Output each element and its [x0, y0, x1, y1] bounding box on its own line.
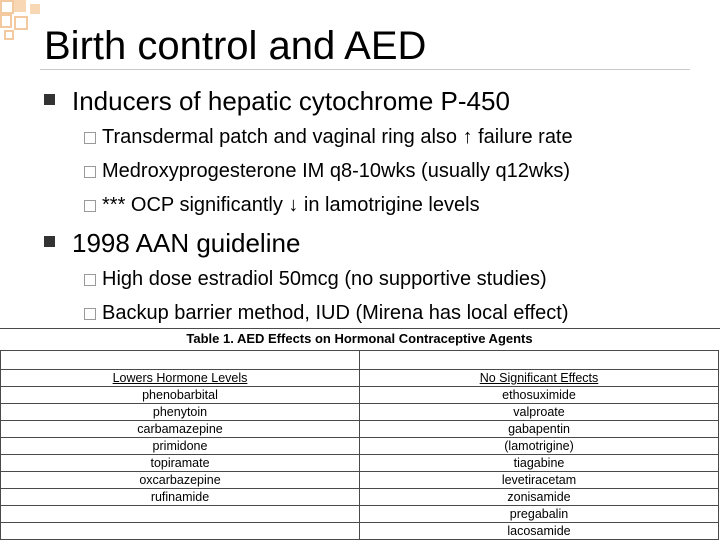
table-caption-row [1, 328, 719, 351]
checkbox-bullet-icon [84, 274, 96, 286]
deco-square [14, 16, 28, 30]
sub-bullet-text: High dose estradiol 50mcg (no supportive studies) [102, 268, 547, 290]
table-row [1, 404, 719, 421]
table-row [1, 455, 719, 472]
bullet-text: Inducers of hepatic cytochrome P-450 [72, 86, 510, 116]
sub-bullet-item [84, 193, 480, 217]
table-row [1, 472, 719, 489]
deco-square [0, 0, 14, 14]
table-cell: carbamazepine [1, 421, 360, 438]
table-cell: phenytoin [1, 404, 360, 421]
sub-bullet-text: Backup barrier method, IUD (Mirena has local effect) [102, 302, 569, 324]
table-cell: lacosamide [360, 523, 719, 540]
checkbox-bullet-icon [84, 132, 96, 144]
sub-bullet-item [84, 301, 569, 325]
bullet-square-icon [44, 94, 55, 105]
aed-effects-table [0, 328, 719, 540]
table-cell: topiramate [1, 455, 360, 472]
table-cell [1, 523, 360, 540]
table-cell: oxcarbazepine [1, 472, 360, 489]
table-row [1, 506, 719, 523]
deco-square [0, 14, 12, 28]
bullet-square-icon [44, 236, 55, 247]
table-row [1, 421, 719, 438]
sub-bullet-text: Transdermal patch and vaginal ring also ↑ failure rate [102, 126, 573, 148]
bullet-text: 1998 AAN guideline [72, 228, 301, 258]
table-cell [1, 506, 360, 523]
table-cell: (lamotrigine) [360, 438, 719, 455]
table-caption: Table 1. AED Effects on Hormonal Contraceptive Agents [186, 331, 533, 346]
title-divider [40, 69, 690, 70]
checkbox-bullet-icon [84, 166, 96, 178]
table-cell: phenobarbital [1, 387, 360, 404]
table-cell: valproate [360, 404, 719, 421]
checkbox-bullet-icon [84, 200, 96, 212]
table-cell [1, 351, 360, 370]
table-row [1, 438, 719, 455]
sub-bullet-text: *** OCP significantly ↓ in lamotrigine levels [102, 194, 480, 216]
deco-square [4, 30, 14, 40]
sub-bullet-item [84, 125, 573, 149]
table-cell: zonisamide [360, 489, 719, 506]
aed-table-figure [0, 328, 720, 540]
table-cell: primidone [1, 438, 360, 455]
table-cell: gabapentin [360, 421, 719, 438]
sub-bullet-text: Medroxyprogesterone IM q8-10wks (usually q12wks) [102, 160, 570, 182]
checkbox-bullet-icon [84, 308, 96, 320]
column-header: No Significant Effects [360, 370, 719, 387]
column-header: Lowers Hormone Levels [1, 370, 360, 387]
table-cell: pregabalin [360, 506, 719, 523]
table-header-row [1, 370, 719, 387]
table-spacer-row [1, 351, 719, 370]
sub-bullet-item [84, 267, 547, 291]
table-row [1, 489, 719, 506]
deco-square [30, 4, 40, 14]
table-cell: levetiracetam [360, 472, 719, 489]
sub-bullet-item [84, 159, 570, 183]
table-cell: tiagabine [360, 455, 719, 472]
table-cell [360, 351, 719, 370]
table-row [1, 387, 719, 404]
table-cell: rufinamide [1, 489, 360, 506]
slide-title: Birth control and AED [44, 24, 427, 68]
table-cell: ethosuximide [360, 387, 719, 404]
table-row [1, 523, 719, 540]
deco-square [14, 0, 26, 12]
table-frame-top [0, 328, 720, 329]
